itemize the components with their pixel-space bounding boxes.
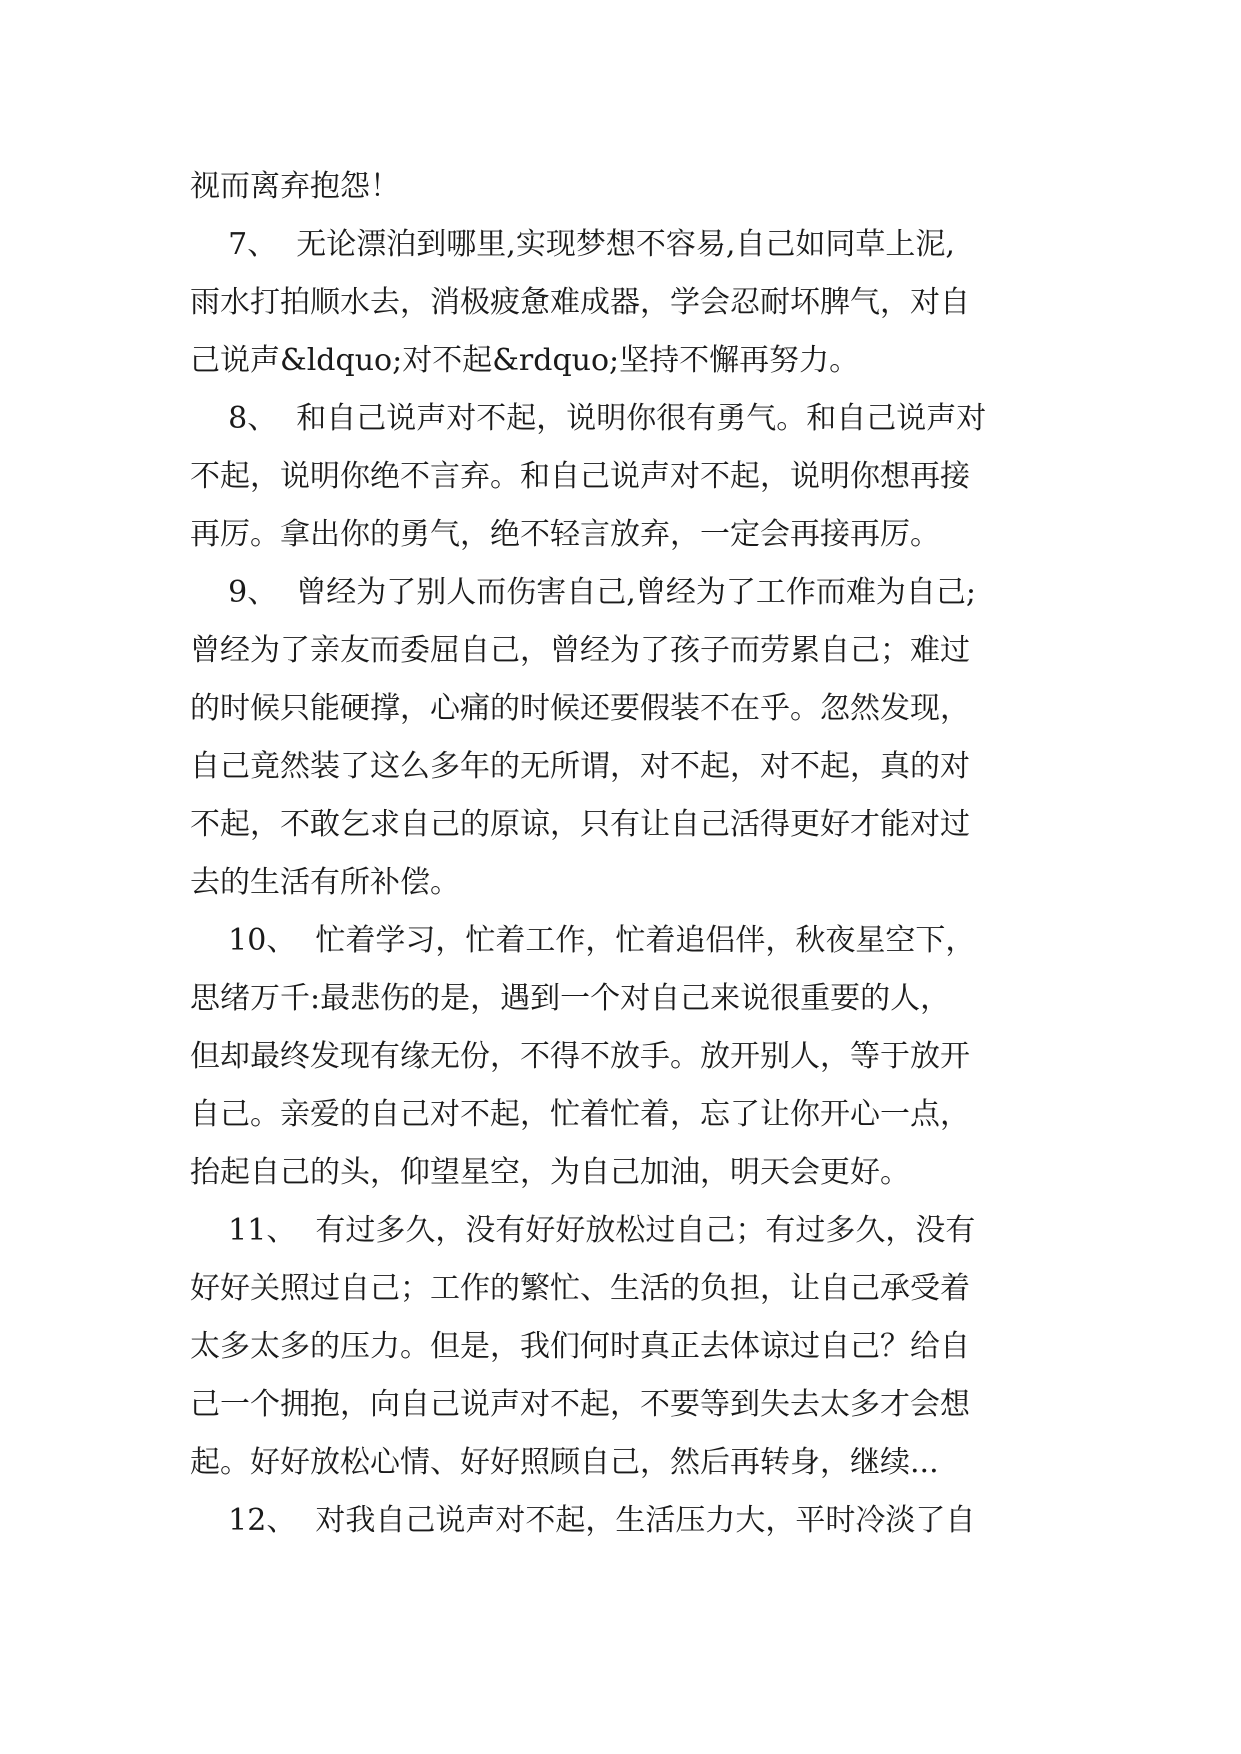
text-line: 10、 忙着学习，忙着工作，忙着追侣伴，秋夜星空下，	[190, 923, 976, 958]
text-line: 好好关照过自己；工作的繁忙、生活的负担，让自己承受着	[190, 1271, 970, 1306]
text-line: 去的生活有所补偿。	[190, 865, 460, 900]
text-line: 9、 曾经为了别人而伤害自己,曾经为了工作而难为自己;	[190, 575, 976, 610]
text-line: 自己竟然装了这么多年的无所谓，对不起，对不起，真的对	[190, 749, 970, 784]
text-line: 7、 无论漂泊到哪里,实现梦想不容易,自己如同草上泥,	[190, 227, 955, 262]
text-line: 太多太多的压力。但是，我们何时真正去体谅过自己？给自	[190, 1329, 970, 1364]
text-line: 抬起自己的头，仰望星空，为自己加油，明天会更好。	[190, 1155, 910, 1190]
text-line: 己一个拥抱，向自己说声对不起，不要等到失去太多才会想	[190, 1387, 970, 1422]
text-line: 不起，不敢乞求自己的原谅，只有让自己活得更好才能对过	[190, 807, 970, 842]
body-text	[190, 158, 1070, 1550]
text-line: 视而离弃抱怨！	[190, 169, 400, 204]
text-line: 不起，说明你绝不言弃。和自己说声对不起，说明你想再接	[190, 459, 970, 494]
text-line: 12、 对我自己说声对不起，生活压力大，平时冷淡了自	[190, 1503, 976, 1538]
text-line: 曾经为了亲友而委屈自己，曾经为了孩子而劳累自己；难过	[190, 633, 970, 668]
text-line: 的时候只能硬撑，心痛的时候还要假装不在乎。忽然发现，	[190, 691, 970, 726]
text-line: 8、 和自己说声对不起，说明你很有勇气。和自己说声对	[190, 401, 987, 436]
text-line: 11、 有过多久，没有好好放松过自己；有过多久，没有	[190, 1213, 976, 1248]
text-line: 思绪万千:最悲伤的是，遇到一个对自己来说很重要的人，	[190, 981, 951, 1016]
text-line: 自己。亲爱的自己对不起，忙着忙着，忘了让你开心一点，	[190, 1097, 970, 1132]
text-line: 再厉。拿出你的勇气，绝不轻言放弃，一定会再接再厉。	[190, 517, 940, 552]
text-line: 但却最终发现有缘无份，不得不放手。放开别人，等于放开	[190, 1039, 970, 1074]
text-line: 起。好好放松心情、好好照顾自己，然后再转身，继续...	[190, 1445, 939, 1480]
text-line: 雨水打拍顺水去，消极疲惫难成器，学会忍耐坏脾气，对自	[190, 285, 970, 320]
text-line: 己说声&ldquo;对不起&rdquo;坚持不懈再努力。	[190, 343, 860, 378]
